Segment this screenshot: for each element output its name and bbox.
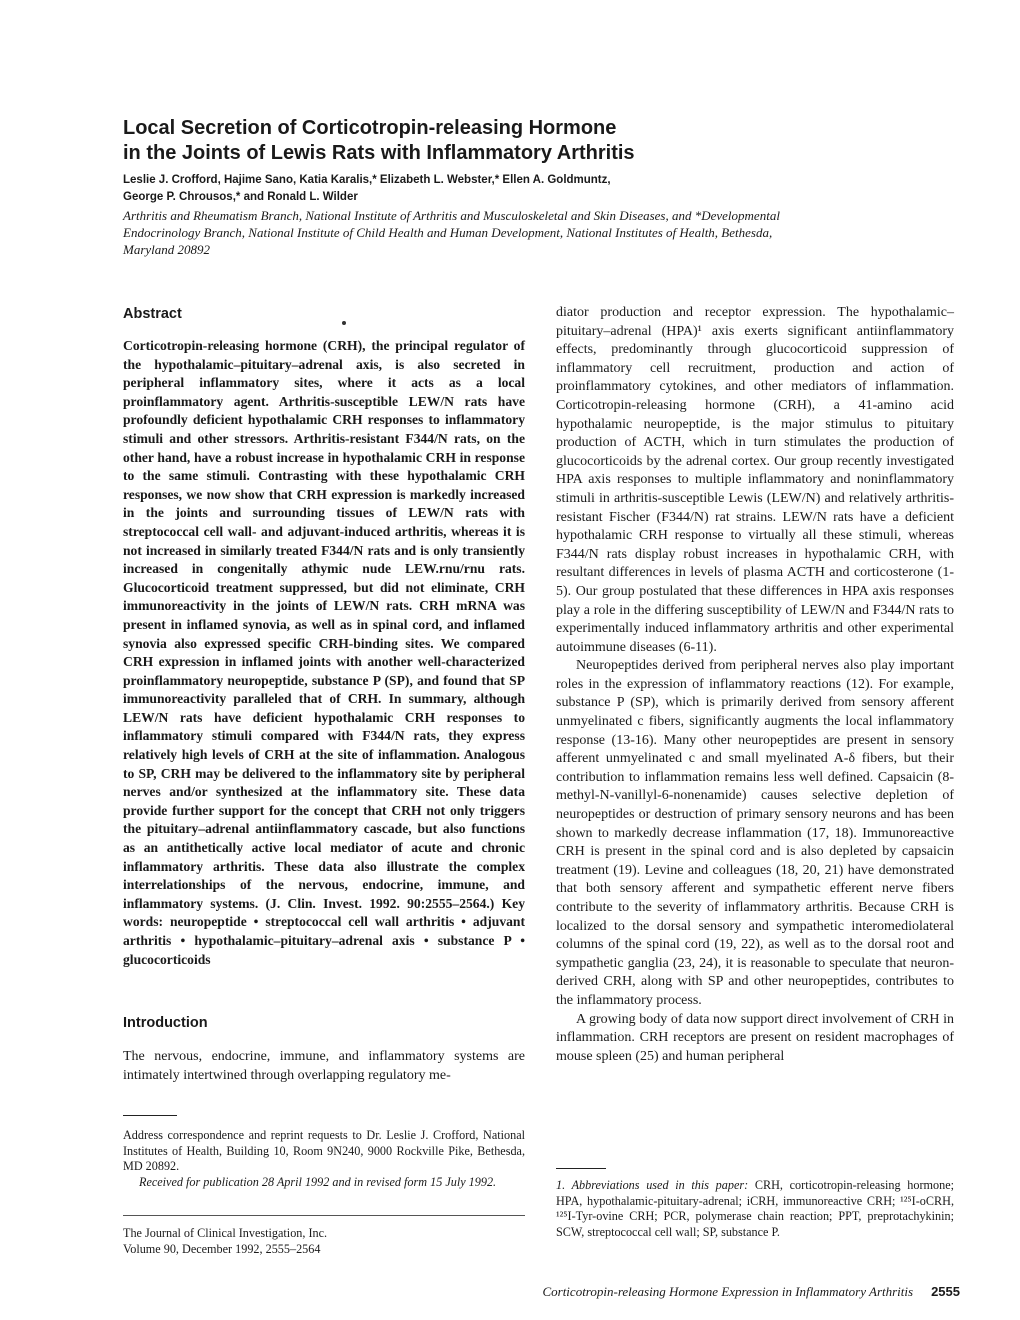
journal-rule xyxy=(123,1215,525,1216)
introduction-heading: Introduction xyxy=(123,1015,208,1031)
page-footer xyxy=(470,1284,960,1300)
right-paragraph-3: A growing body of data now support direct involvement of CRH in inflammation. CRH receptors are present on resident macrophages of mouse spleen (25) and human peripheral xyxy=(556,1011,954,1064)
introduction-body xyxy=(123,1048,525,1085)
journal-info xyxy=(123,1226,525,1257)
footnote-rule-left xyxy=(123,1115,177,1116)
journal-line-2: Volume 90, December 1992, 2555–2564 xyxy=(123,1241,321,1256)
abstract-heading: Abstract xyxy=(123,306,182,322)
article-title xyxy=(123,116,903,166)
right-paragraph-2: Neuropeptides derived from peripheral nerves also play important roles in the expression of inflammatory reactions (12). For example, substance P (SP), which is primarily derived from sensory afferent unmyelinated c fibers, significantly augments the local inflammatory response (13-16). Many other neuropeptides are present in sensory afferent unmyelinated c and small myelinated A-δ fibers, but their contribution to inflammation remains less well defined. Capsaicin (8-methyl-N-vanillyl-6-nonenamide) causes selective depletion of neuropeptides or destruction of primary sensory neurons and has been shown to markedly decrease inflammation (17, 18). Immunoreactive CRH is present in the spinal cord and is also depleted by capsaicin treatment (19). Levine and colleagues (18, 20, 21) have demonstrated that both sensory afferent and sympathetic efferent nerve fibers contribute to the severity of inflammatory arthritis. Because CRH is localized to the dorsal sensory and sympathetic interomediolateral columns of the spinal cord (19, 22), as well as to the dorsal root and sympathetic ganglia (23, 24), it is reasonable to speculate that neuron-derived CRH, along with SP and other neuropeptides, contributes to the inflammatory process. xyxy=(556,658,954,1008)
correspondence-text: Address correspondence and reprint requests to Dr. Leslie J. Crofford, National Institutes of Health, Building 10, Room 9N240, 9000 Rockville Pike, Bethesda, MD 20892. xyxy=(123,1128,525,1173)
affiliation-line-2: Endocrinology Branch, National Institute of Child Health and Human Development, National Institutes of Health, Bethesda, xyxy=(123,225,773,240)
abbreviations-label: 1. Abbreviations used in this paper: xyxy=(556,1178,749,1192)
correspondence-footnote xyxy=(123,1128,525,1190)
journal-line-1: The Journal of Clinical Investigation, Inc. xyxy=(123,1226,328,1240)
footnote-rule-right xyxy=(556,1168,606,1169)
author-list xyxy=(123,172,923,206)
abbreviations-paragraph xyxy=(556,1178,954,1240)
abstract-text: Corticotropin-releasing hormone (CRH), the principal regulator of the hypothalamic–pituitary–adrenal axis, is also secreted in peripheral inflammatory sites, where it acts as a local proinflammatory agent. Arthritis-susceptible LEW/N rats have profoundly deficient hypothalamic CRH responses to inflammatory stimuli and other stressors. Arthritis-resistant F344/N rats, on the other hand, have a robust increase in hypothalamic CRH in response to the same stimuli. Contrasting with these hypothalamic CRH responses, we now show that CRH expression is markedly increased in the joints and surrounding tissues of LEW/N rats with streptococcal cell wall- and adjuvant-induced arthritis, whereas it is not increased in similarly treated F344/N rats and is only transiently increased in congenitally athymic nude LEW.rnu/rnu rats. Glucocorticoid treatment suppressed, but did not eliminate, CRH immunoreactivity in the joints of LEW/N rats. CRH mRNA was present in inflamed synovia, as well as in spinal cord, and inflamed synovia also expressed specific CRH-binding sites. We compared CRH expression in inflamed joints with another well-characterized proinflammatory neuropeptide, substance P (SP), and found that SP immunoreactivity paralleled that of CRH. In summary, although LEW/N rats have deficient hypothalamic CRH responses to inflammatory stimuli compared with F344/N rats, they express relatively high levels of CRH at the site of inflammation. Analogous to SP, CRH may be delivered to the inflammatory site by peripheral nerves and/or synthesized at the inflammatory site. These data provide further support for the concept that CRH not only triggers the pituitary–adrenal antiinflammatory cascade, but also functions as an antithetically active local mediator of acute and chronic inflammatory arthritis. These data also illustrate the complex interrelationships of the nervous, endocrine, immune, and inflammatory systems. (J. Clin. Invest. 1992. 90:2555–2564.) Key words: neuropeptide • streptococcal cell wall arthritis • adjuvant arthritis • hypothalamic–pituitary–adrenal axis • substance P • glucocorticoids xyxy=(123,338,525,967)
authors-line-2: George P. Chrousos,* and Ronald L. Wilder xyxy=(123,191,358,203)
page-number: 2555 xyxy=(931,1284,960,1299)
affiliation xyxy=(123,207,923,258)
introduction-text: The nervous, endocrine, immune, and inflammatory systems are intimately intertwined through overlapping regulatory me- xyxy=(123,1049,525,1083)
affiliation-line-3: Maryland 20892 xyxy=(123,242,211,257)
abbreviations-text: CRH, corticotropin-releasing hormone; HPA, hypothalamic-pituitary-adrenal; iCRH, immunoreactive CRH; ¹²⁵I-oCRH, ¹²⁵I-Tyr-ovine CRH; PCR, polymerase chain reaction; PPT, preprotachykinin; SCW, streptococcal cell wall; SP, substance P. xyxy=(556,1178,955,1239)
right-column xyxy=(556,304,954,1066)
received-text: Received for publication 28 April 1992 and in revised form 15 July 1992. xyxy=(139,1174,497,1189)
affiliation-line-1: Arthritis and Rheumatism Branch, National Institute of Arthritis and Musculoskeletal and Skin Diseases, and *Developmental xyxy=(123,208,780,223)
decorative-dot xyxy=(342,321,346,325)
right-paragraph-1: diator production and receptor expression. The hypothalamic–pituitary–adrenal (HPA)¹ axis exerts significant antiinflammatory effects, predominantly through glucocorticoid suppression of inflammatory cell recruitment, production and action of proinflammatory cytokines, and other mediators of inflammation. Corticotropin-releasing hormone (CRH), a 41-amino acid hypothalamic neuropeptide, is the major stimulus to pituitary production of ACTH, which in turn stimulates the production of glucocorticoids by the adrenal cortex. Our group recently investigated HPA axis responses to multiple inflammatory and noninflammatory stimuli in arthritis-susceptible Lewis (LEW/N) and relatively arthritis-resistant Fischer (F344/N) rat strains. LEW/N rats have a deficient hypothalamic CRH response to virtually all these stimuli, whereas F344/N rats display robust increases in hypothalamic CRH, with resultant differences in levels of plasma ACTH and corticosterone (1-5). Our group postulated that these differences in HPA axis responses play a role in the differing susceptibility of LEW/N and F344/N rats to experimentally induced inflammatory arthritis and other experimental autoimmune diseases (6-11). xyxy=(556,305,954,655)
abbreviations-footnote xyxy=(556,1178,954,1240)
abstract-body xyxy=(123,337,525,969)
title-line-2: in the Joints of Lewis Rats with Inflammatory Arthritis xyxy=(123,142,635,164)
title-line-1: Local Secretion of Corticotropin-releasing Hormone xyxy=(123,117,617,139)
authors-line-1: Leslie J. Crofford, Hajime Sano, Katia Karalis,* Elizabeth L. Webster,* Ellen A. Goldmuntz, xyxy=(123,174,611,186)
running-title: Corticotropin-releasing Hormone Expression in Inflammatory Arthritis xyxy=(542,1284,914,1299)
